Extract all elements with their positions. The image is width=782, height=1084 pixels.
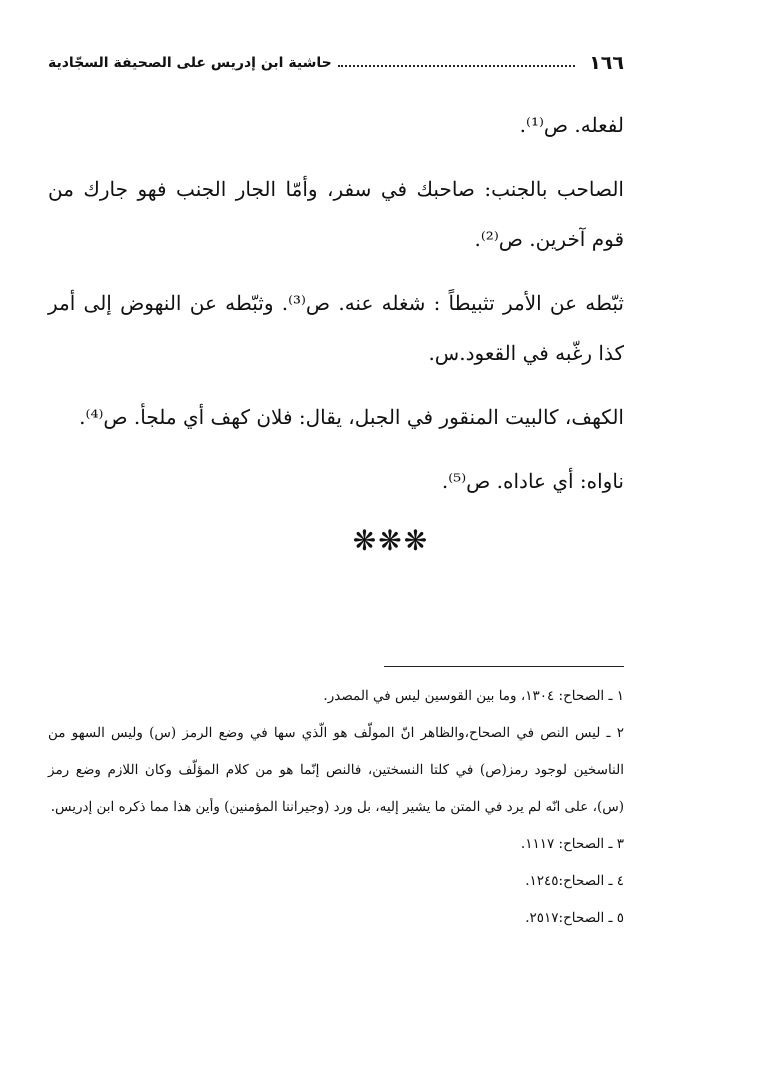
paragraph-4: الكهف، كالبيت المنقور في الجبل، يقال: فلان كهف أي ملجأ. ص⁽⁴⁾. (79, 405, 624, 429)
running-title: حاشية ابن إدريس على الصحيفة السجّادية (48, 55, 332, 71)
page-header (48, 48, 624, 78)
footnote-4: ٤ ـ الصحاح:١٢٤٥. (525, 873, 624, 889)
section-ornament: ❋❋❋ (352, 524, 430, 557)
paragraph-2: الصاحب بالجنب: صاحبك في سفر، وأمّا الجار الجنب فهو جارك من قوم آخرين. ص⁽²⁾. (48, 177, 624, 251)
header-leader-dots (338, 65, 576, 67)
footnote-2: ٢ ـ ليس النص في الصحاح،والظاهر انّ المولّف هو الّذي سها في وضع الرمز (س) وليس السهو من الناسخين لوجود رمز(ص) في كلتا النسختين، فالنص إنّما هو من كلام المؤلّف وكان اللازم وضع رمز (س)، على انّه لم يرد في المتن ما يشير إليه، بل ورد (وجيراننا المؤمنين) وأين هذا مما ذكره ابن إدريس. (48, 725, 624, 815)
paragraph-3: ثبّطه عن الأمر تثبيطاً : شغله عنه. ص⁽³⁾. وثبّطه عن النهوض إلى أمر كذا رغّبه في القعود.س. (48, 291, 624, 365)
page-number: ١٦٦ (589, 52, 624, 74)
footnotes (48, 678, 624, 937)
footnote-1: ١ ـ الصحاح: ١٣٠٤، وما بين القوسين ليس في المصدر. (323, 688, 624, 704)
footnote-3: ٣ ـ الصحاح: ١١١٧. (520, 836, 624, 852)
footnote-divider (384, 666, 624, 667)
footnote-5: ٥ ـ الصحاح:٢٥١٧. (525, 910, 624, 926)
paragraph-5: ناواه: أي عاداه. ص⁽⁵⁾. (441, 469, 624, 493)
paragraph-1: لفعله. ص⁽¹⁾. (519, 113, 624, 137)
main-text (48, 100, 624, 520)
